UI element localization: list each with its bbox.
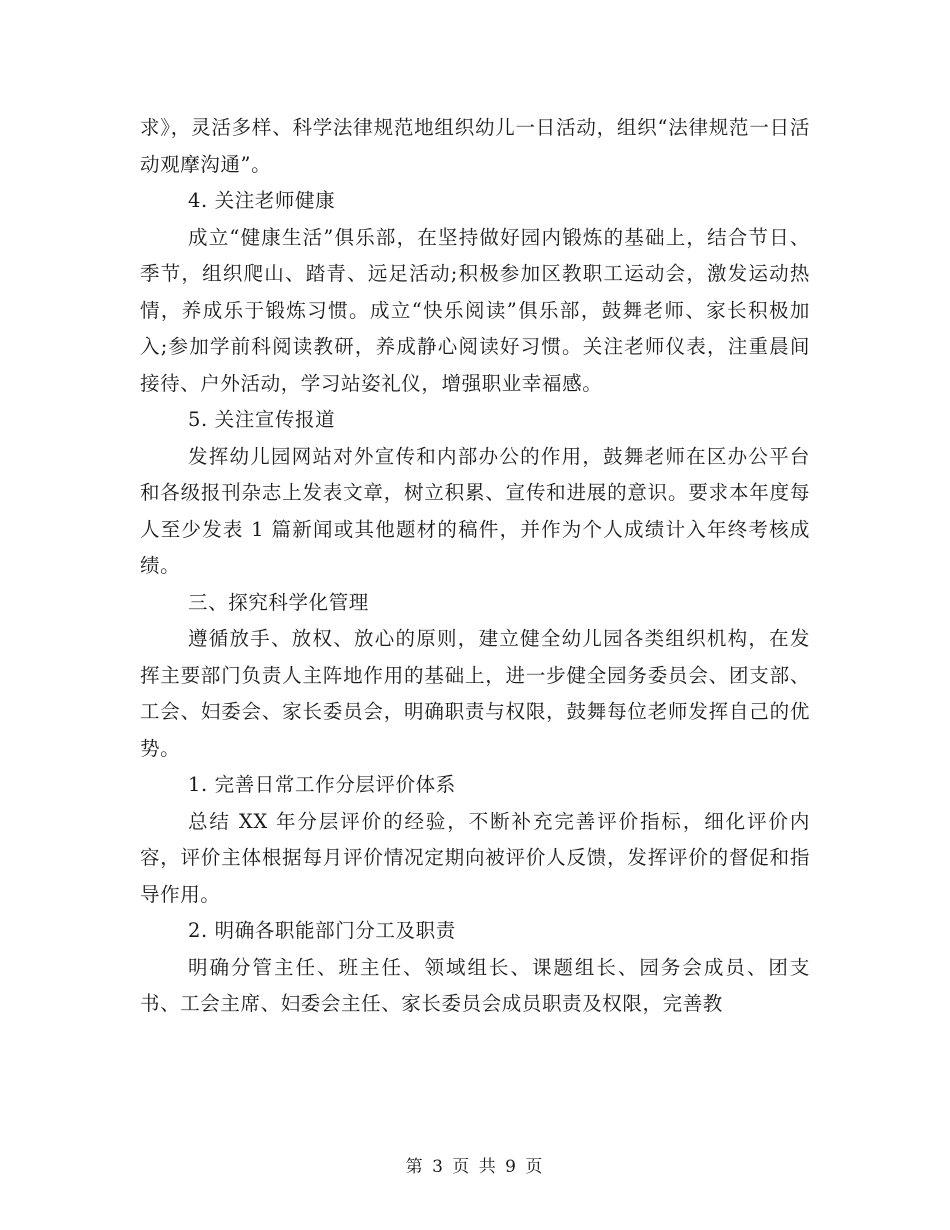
paragraph-health: 成立“健康生活”俱乐部，在坚持做好园内锻炼的基础上，结合节日、季节，组织爬山、踏青、远足活动;积极参加区教职工运动会，激发运动热情，养成乐于锻炼习惯。成立“快乐阅读”俱乐部，鼓舞老师、家长积极加入;参加学前科阅读教研，养成静心阅读好习惯。关注老师仪表，注重晨间接待、户外活动，学习站姿礼仪，增强职业幸福感。 [140, 225, 810, 395]
document-body [140, 110, 810, 1023]
paragraph-publicity: 发挥幼儿园网站对外宣传和内部办公的作用，鼓舞老师在区办公平台和各级报刊杂志上发表文章，树立积累、宣传和进展的意识。要求本年度每人至少发表 1 篇新闻或其他题材的稿件，并作为个人成绩计入年终考核成绩。 [140, 444, 810, 577]
paragraph-management: 遵循放手、放权、放心的原则，建立健全幼儿园各类组织机构，在发挥主要部门负责人主阵地作用的基础上，进一步健全园务委员会、团支部、工会、妇委会、家长委员会，明确职责与权限，鼓舞每位老师发挥自己的优势。 [140, 627, 810, 760]
section-heading-5: 5. 关注宣传报道 [188, 408, 336, 431]
subsection-heading-1: 1. 完善日常工作分层评价体系 [188, 773, 456, 796]
section-heading-4: 4. 关注老师健康 [188, 189, 336, 212]
subsection-heading-2: 2. 明确各职能部门分工及职责 [188, 919, 456, 942]
paragraph-evaluation: 总结 XX 年分层评价的经验，不断补充完善评价指标，细化评价内容，评价主体根据每月评价情况定期向被评价人反馈，发挥评价的督促和指导作用。 [140, 809, 810, 906]
page-number-footer: 第 3 页 共 9 页 [405, 1157, 545, 1177]
section-heading-3: 三、探究科学化管理 [188, 590, 369, 614]
paragraph-continued: 求》，灵活多样、科学法律规范地组织幼儿一日活动，组织“法律规范一日活动观摩沟通”。 [140, 116, 810, 176]
paragraph-responsibilities: 明确分管主任、班主任、领域组长、课题组长、园务会成员、团支书、工会主席、妇委会主任、家长委员会成员职责及权限，完善教 [140, 955, 810, 1015]
